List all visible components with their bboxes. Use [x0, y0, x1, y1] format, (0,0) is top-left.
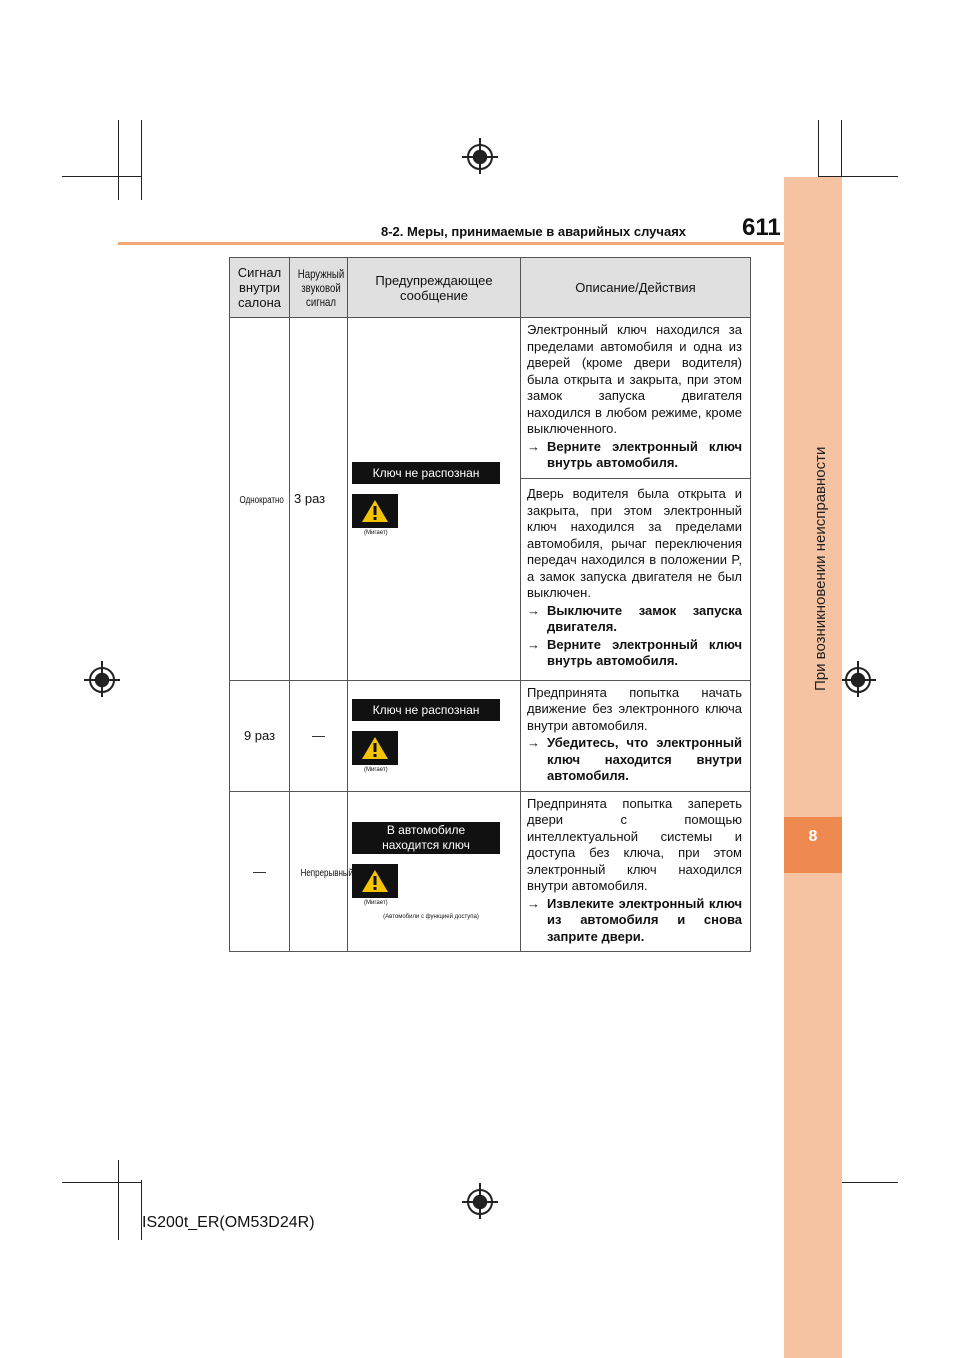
- chapter-title: При возникновении неисправности: [812, 446, 829, 691]
- warning-light: [352, 731, 398, 765]
- cell-interior: —: [230, 791, 290, 952]
- warning-triangle-icon: [361, 498, 389, 524]
- section-title: 8-2. Меры, принимаемые в аварийных случаях: [381, 224, 687, 239]
- message-display: Ключ не распознан: [352, 699, 500, 721]
- warning-light: [352, 494, 398, 528]
- cell-description: Предпринята попытка запереть двери с помощью интеллектуальной системы и доступа без ключа, при этом электронный ключ находился внутри автомобиля. → Извлеките электронный ключ из автомобиля и снова заприте двери.: [521, 791, 751, 952]
- warning-light: [352, 864, 398, 898]
- page-number: 611: [742, 214, 781, 241]
- cell-message: [348, 791, 521, 952]
- access-note: (Автомобили с функцией доступа): [383, 914, 479, 921]
- header-rule: [118, 242, 784, 245]
- warning-triangle-icon: [361, 868, 389, 894]
- table-row: [230, 791, 751, 952]
- cell-exterior: 3 раз: [290, 318, 348, 681]
- chapter-number: 8: [808, 828, 818, 845]
- blink-note: (Мигает): [364, 529, 388, 536]
- header-exterior: Наружный звуковой сигнал: [290, 258, 348, 318]
- warning-table: [229, 257, 751, 952]
- chapter-sidebar: [784, 177, 842, 1358]
- table-row: [230, 680, 751, 791]
- header-interior: Сигнал внутри салона: [230, 258, 290, 318]
- cell-interior: Однократно: [230, 318, 290, 681]
- warning-triangle-icon: [361, 735, 389, 761]
- cell-exterior: —: [290, 680, 348, 791]
- cell-description: Дверь водителя была открыта и закрыта, при этом электронный ключ находился за пределами автомобиля, рычаг переключения передач находился в положении P, а замок запуска двигателя не был выключен. → Выключите замок запуска двигателя. → Верните электронный ключ внутрь автомобиля.: [521, 478, 751, 680]
- cell-interior: 9 раз: [230, 680, 290, 791]
- header-description: Описание/Действия: [521, 258, 751, 318]
- cell-description: Предпринята попытка начать движение без электронного ключа внутри автомобиля. → Убедитесь, что электронный ключ находится внутри автомобиля.: [521, 680, 751, 791]
- blink-note: (Мигает): [364, 766, 388, 773]
- blink-note: (Мигает): [364, 900, 388, 907]
- table-header-row: [230, 258, 751, 318]
- table-row: [230, 318, 751, 479]
- header-message: Предупреждающее сообщение: [348, 258, 521, 318]
- message-display: В автомобиле находится ключ: [352, 822, 500, 854]
- cell-exterior: Непрерывный: [290, 791, 348, 952]
- message-display: Ключ не распознан: [352, 462, 500, 484]
- cell-description: Электронный ключ находился за пределами автомобиля и одна из дверей (кроме двери водителя) была открыта и закрыта, при этом замок запуска двигателя находился в любом режиме, кроме выключенного. → Верните электронный ключ внутрь автомобиля.: [521, 318, 751, 479]
- cell-message: [348, 680, 521, 791]
- cell-message: [348, 318, 521, 681]
- model-code: IS200t_ER(OM53D24R): [142, 1214, 315, 1231]
